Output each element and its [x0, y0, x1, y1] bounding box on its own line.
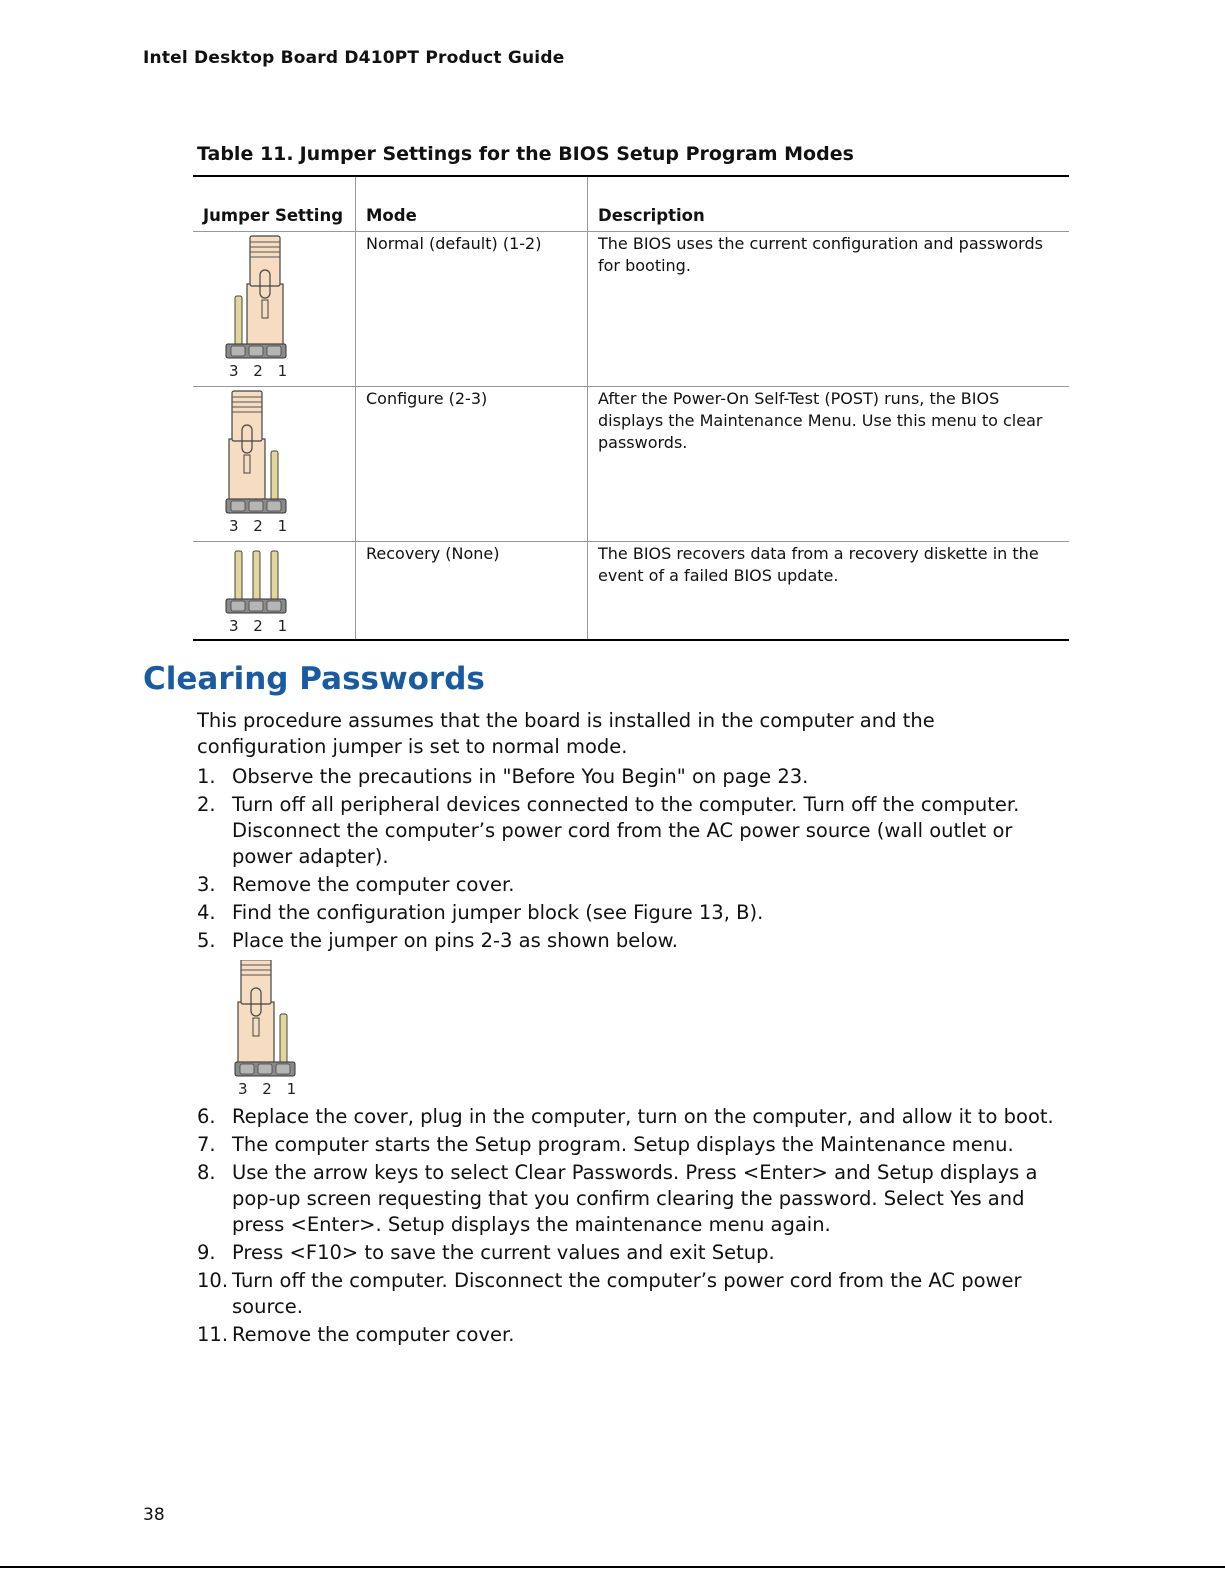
step-text: Place the jumper on pins 2-3 as shown below.	[232, 929, 678, 952]
list-item	[197, 1322, 1077, 1348]
jumper-1-2-diagram	[223, 232, 303, 382]
pin-labels: 3 2 1	[229, 362, 293, 380]
column-header-jumper-setting: Jumper Setting	[193, 176, 356, 232]
step-text: Replace the cover, plug in the computer, turn on the computer, and allow it to boot.	[232, 1105, 1054, 1128]
list-item	[197, 900, 1077, 926]
pin-socket-icon	[240, 1064, 254, 1074]
description-cell: The BIOS uses the current configuration and passwords for booting.	[588, 232, 1070, 387]
table-caption-number: Table 11.	[197, 143, 294, 165]
step-text: Use the arrow keys to select Clear Passwords. Press <Enter> and Setup displays a pop-up screen requesting that you confirm clearing the password. Select Yes and press <Enter>. Setup displays the maintenance menu again.	[232, 1161, 1038, 1236]
list-item	[197, 1104, 1077, 1130]
jumper-setting-cell	[193, 232, 356, 387]
step-jumper-2-3-diagram	[232, 960, 312, 1100]
step-text: Find the configuration jumper block (see Figure 13, B).	[232, 901, 764, 924]
table-row	[193, 387, 1069, 542]
jumper-cap-icon	[238, 960, 274, 1062]
pin-icon	[271, 551, 278, 601]
footer-rule	[0, 1566, 1225, 1568]
pin-socket-icon	[249, 501, 263, 511]
mode-cell: Recovery (None)	[356, 542, 588, 640]
step-text: Turn off all peripheral devices connected to the computer. Turn off the computer. Disconnect the computer’s power cord from the AC power source (wall outlet or power adapter).	[232, 793, 1020, 868]
list-item	[197, 764, 1077, 790]
section-heading: Clearing Passwords	[143, 661, 485, 697]
pin-icon	[235, 551, 242, 601]
step-number: 7.	[197, 1133, 216, 1156]
step-text: Remove the computer cover.	[232, 1323, 515, 1346]
mode-cell: Configure (2-3)	[356, 387, 588, 542]
pin-socket-icon	[276, 1064, 290, 1074]
pin-socket-icon	[231, 601, 245, 611]
mode-cell: Normal (default) (1-2)	[356, 232, 588, 387]
description-cell: After the Power-On Self-Test (POST) runs, the BIOS displays the Maintenance Menu. Use this menu to clear passwords.	[588, 387, 1070, 542]
step-number: 2.	[197, 793, 216, 816]
step-figure-item	[197, 956, 1077, 1102]
step-number: 4.	[197, 901, 216, 924]
page-number: 38	[143, 1505, 165, 1525]
pin-socket-icon	[258, 1064, 272, 1074]
step-text: Remove the computer cover.	[232, 873, 515, 896]
jumper-cap-icon	[247, 236, 283, 344]
intro-paragraph: This procedure assumes that the board is installed in the computer and the configuration jumper is set to normal mode.	[197, 709, 935, 758]
jumper-setting-cell	[193, 387, 356, 542]
jumper-setting-cell	[193, 542, 356, 640]
pin-socket-icon	[249, 601, 263, 611]
procedure-steps	[197, 764, 1077, 1350]
table-row	[193, 232, 1069, 387]
pin-icon	[271, 451, 278, 501]
pin-labels: 3 2 1	[238, 1080, 302, 1098]
jumper-settings-table	[193, 175, 1069, 641]
step-text: Turn off the computer. Disconnect the computer’s power cord from the AC power source.	[232, 1269, 1022, 1318]
step-number: 9.	[197, 1241, 216, 1264]
step-text: The computer starts the Setup program. Setup displays the Maintenance menu.	[232, 1133, 1014, 1156]
step-number: 10.	[197, 1269, 229, 1292]
list-item	[197, 1160, 1077, 1238]
pin-socket-icon	[231, 501, 245, 511]
step-number: 5.	[197, 929, 216, 952]
pin-socket-icon	[249, 346, 263, 356]
pin-socket-icon	[231, 346, 245, 356]
list-item	[197, 1240, 1077, 1266]
list-item	[197, 1268, 1077, 1320]
step-text: Observe the precautions in "Before You Begin" on page 23.	[232, 765, 809, 788]
step-number: 6.	[197, 1105, 216, 1128]
list-item	[197, 928, 1077, 954]
list-item	[197, 1132, 1077, 1158]
pin-socket-icon	[267, 501, 281, 511]
pin-icon	[280, 1014, 287, 1064]
step-number: 1.	[197, 765, 216, 788]
table-caption	[197, 143, 854, 165]
table-caption-title: Jumper Settings for the BIOS Setup Program Modes	[299, 143, 854, 165]
list-item	[197, 792, 1077, 870]
description-cell: The BIOS recovers data from a recovery diskette in the event of a failed BIOS update.	[588, 542, 1070, 640]
jumper-2-3-diagram	[223, 387, 303, 537]
step-number: 8.	[197, 1161, 216, 1184]
pin-socket-icon	[267, 346, 281, 356]
step-number: 3.	[197, 873, 216, 896]
pin-socket-icon	[267, 601, 281, 611]
jumper-none-diagram	[223, 542, 303, 637]
list-item	[197, 872, 1077, 898]
jumper-cap-icon	[229, 391, 265, 499]
pin-labels: 3 2 1	[229, 617, 293, 635]
pin-icon	[235, 296, 242, 346]
running-header: Intel Desktop Board D410PT Product Guide	[143, 48, 565, 68]
column-header-mode: Mode	[356, 176, 588, 232]
table-header-row	[193, 176, 1069, 232]
column-header-description: Description	[588, 176, 1070, 232]
table-row	[193, 542, 1069, 640]
pin-labels: 3 2 1	[229, 517, 293, 535]
step-text: Press <F10> to save the current values and exit Setup.	[232, 1241, 775, 1264]
pin-icon	[253, 551, 260, 601]
step-number: 11.	[197, 1323, 229, 1346]
